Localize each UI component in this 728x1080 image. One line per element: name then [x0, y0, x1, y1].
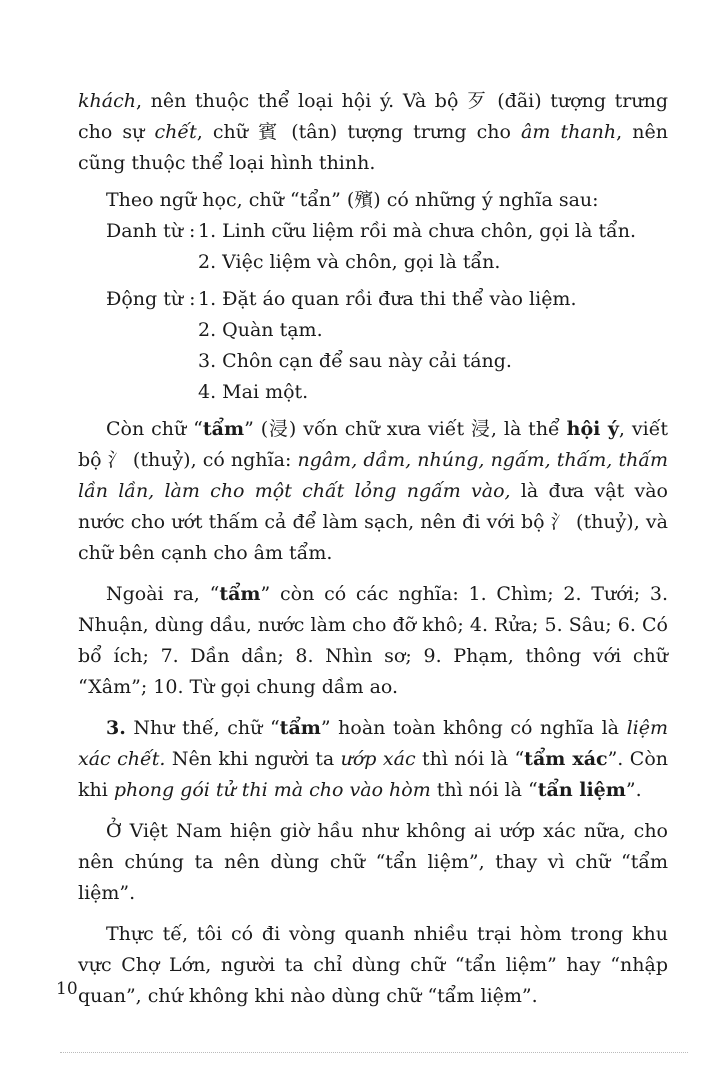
- bold-term: tẩn liệm: [537, 779, 626, 801]
- text: Còn chữ “: [106, 418, 203, 440]
- bold-term: tẩm xác: [524, 748, 608, 770]
- definition-items: [198, 284, 668, 408]
- definition-item: 3. Chôn cạn để sau này cải táng.: [198, 350, 512, 372]
- italic-term: phong gói tử thi mà cho vào hòm: [113, 779, 431, 801]
- text: thì nói là “: [430, 779, 538, 801]
- bold-term: tẩm: [279, 717, 321, 739]
- text: , viết bộ: [78, 418, 669, 471]
- paragraph-7: Thực tế, tôi có đi vòng quanh nhiều trại hòm trong khu vực Chợ Lớn, người ta chỉ dùng chữ “tẩn liệm” hay “nhập quan”, chứ không khi nào dùng chữ “tẩm liệm”.: [78, 923, 668, 1007]
- page-number: 10: [56, 979, 78, 999]
- text: ” hoàn toàn không có nghĩa là: [320, 717, 627, 739]
- paragraph-6: Ở Việt Nam hiện giờ hầu như không ai ướp xác nữa, cho nên chúng ta nên dùng chữ “tẩn liệm”, thay vì chữ “tẩm liệm”.: [78, 820, 668, 904]
- paragraph-3: [78, 414, 668, 569]
- definition-label: Danh từ :: [106, 220, 196, 242]
- han-glyph: 歹: [467, 90, 489, 112]
- definition-items: [198, 216, 668, 278]
- han-glyph: 浸: [268, 418, 289, 440]
- text: Như thế, chữ “: [125, 717, 280, 739]
- italic-term: chết: [154, 121, 197, 143]
- definition-item: 2. Quàn tạm.: [198, 319, 323, 341]
- han-glyph: 氵: [550, 511, 570, 533]
- paragraph-4: [78, 579, 668, 703]
- text: (đãi) tượng trưng cho sự: [78, 90, 668, 143]
- text: , nên thuộc thể loại hội ý. Và bộ: [135, 90, 468, 112]
- italic-term: liệm xác chết.: [78, 717, 669, 770]
- text: , chữ: [196, 121, 259, 143]
- han-glyph: 殯: [354, 189, 374, 211]
- text: ” còn có các nghĩa: 1. Chìm; 2. Tưới; 3. Nhuận, dùng dầu, nước làm cho đỡ khô; 4. Rửa; 5. Sâu; 6. Có bổ ích; 7. Dần dần; 8. Nhìn sơ; 9. Phạm, thông với chữ “Xâm”; 10. Từ gọi chung dầm ao.: [78, 583, 669, 698]
- text: ”.: [625, 779, 642, 801]
- text: (tân) tượng trưng cho: [281, 121, 522, 143]
- han-glyph: 浸: [471, 418, 491, 440]
- definition-item: 2. Việc liệm và chôn, gọi là tẩn.: [198, 251, 501, 273]
- italic-term: khách: [78, 90, 136, 112]
- italic-term: ướp xác: [340, 748, 416, 770]
- text: , nên cũng thuộc thể loại hình thinh.: [78, 121, 668, 174]
- paragraph-1: [78, 86, 668, 179]
- paragraph-2: [78, 185, 668, 216]
- definition-noun: [78, 216, 668, 278]
- definition-label: Động từ :: [106, 288, 196, 310]
- bold-term: hội ý: [566, 418, 619, 440]
- definition-item: 4. Mai một.: [198, 381, 309, 403]
- han-glyph: 氵: [107, 449, 127, 471]
- text: Ngoài ra, “: [106, 583, 220, 605]
- text: (thuỷ), và chữ bên cạnh cho âm tẩm.: [78, 511, 668, 564]
- italic-term: ngâm, dầm, nhúng, ngấm, thấm, thấm lần lần, làm cho một chất lỏng ngấm vào,: [78, 449, 668, 502]
- text: ” (: [244, 418, 269, 440]
- page-body: [78, 86, 668, 1012]
- definition-item: 1. Đặt áo quan rồi đưa thi thể vào liệm.: [198, 288, 577, 310]
- scan-edge-divider: [60, 1052, 688, 1054]
- bold-term: tẩm: [202, 418, 245, 440]
- text: thì nói là “: [415, 748, 525, 770]
- text: ) có những ý nghĩa sau:: [373, 189, 599, 211]
- text: là đưa vật vào nước cho ướt thấm cả để làm sạch, nên đi với bộ: [78, 480, 668, 533]
- paragraph-5: [78, 713, 668, 806]
- text: , là thể: [490, 418, 567, 440]
- text: Theo ngữ học, chữ “tẩn” (: [106, 189, 355, 211]
- text: ) vốn chữ xưa viết: [288, 418, 472, 440]
- han-glyph: 賓: [258, 121, 282, 143]
- definition-item: 1. Linh cữu liệm rồi mà chưa chôn, gọi là tẩn.: [198, 220, 637, 242]
- italic-term: âm thanh: [521, 121, 617, 143]
- definition-verb: [78, 284, 668, 408]
- text: (thuỷ), có nghĩa:: [126, 449, 298, 471]
- text: ”. Còn khi: [78, 748, 668, 801]
- text: Nên khi người ta: [165, 748, 341, 770]
- section-number: 3.: [106, 717, 126, 739]
- bold-term: tẩm: [219, 583, 261, 605]
